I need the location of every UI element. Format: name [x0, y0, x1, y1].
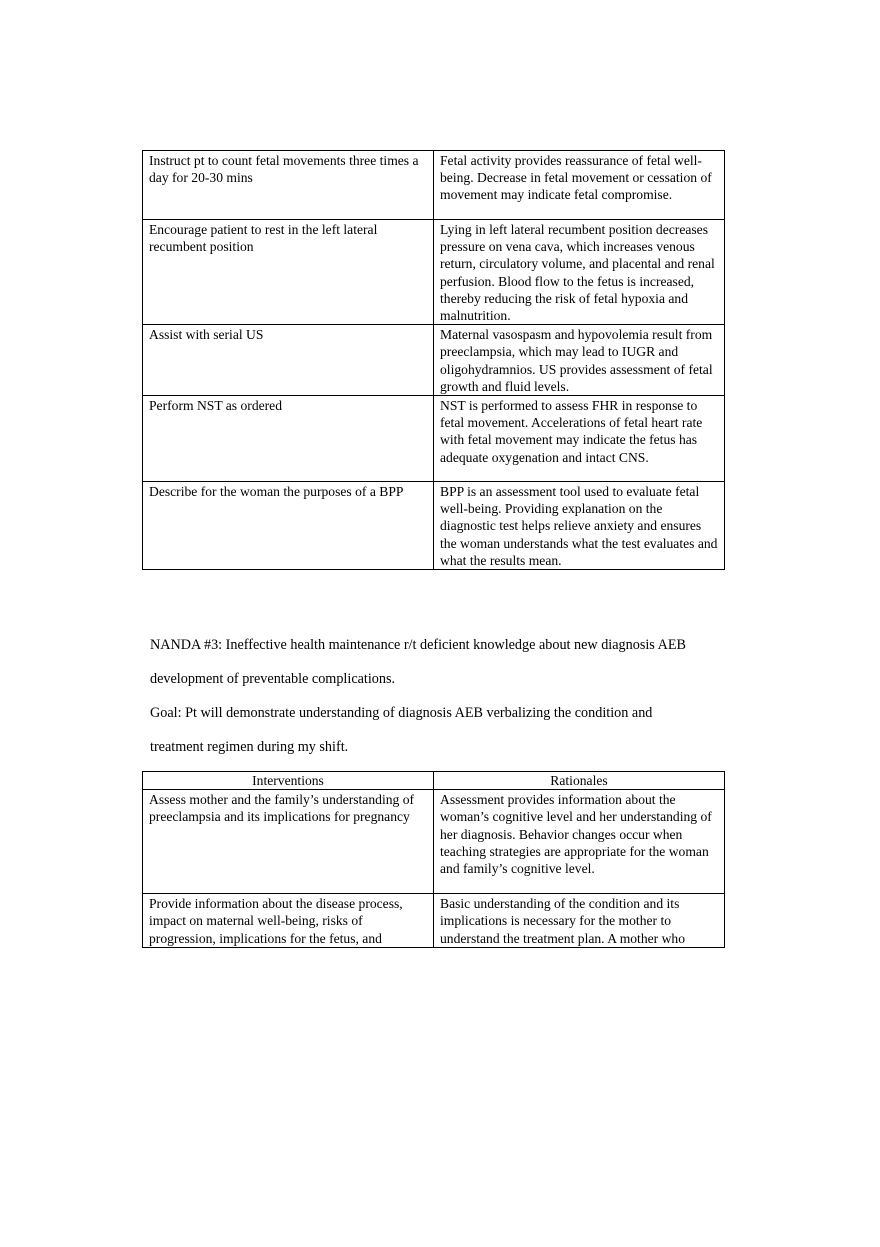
- intervention-cell: Assess mother and the family’s understanding of preeclampsia and its implications for pregnancy: [143, 790, 434, 894]
- rationale-cell: BPP is an assessment tool used to evaluate fetal well-being. Providing explanation on the diagnostic test helps relieve anxiety and ensures the woman understands what the test evaluates and what the results mean.: [434, 482, 725, 570]
- table-row: [143, 220, 725, 325]
- table-row: [143, 482, 725, 570]
- intervention-cell: Encourage patient to rest in the left lateral recumbent position: [143, 220, 434, 325]
- intervention-cell: Instruct pt to count fetal movements three times a day for 20-30 mins: [143, 151, 434, 220]
- intervention-cell: Provide information about the disease process, impact on maternal well-being, risks of progression, implications for the fetus, and: [143, 894, 434, 948]
- goal-line: treatment regimen during my shift.: [150, 739, 349, 755]
- intervention-cell: Assist with serial US: [143, 325, 434, 396]
- table-row: [143, 894, 725, 948]
- goal-line: Goal: Pt will demonstrate understanding of diagnosis AEB verbalizing the condition and: [150, 705, 653, 721]
- nanda-diagnosis-line: NANDA #3: Ineffective health maintenance r/t deficient knowledge about new diagnosis AEB: [150, 637, 686, 653]
- care-plan-table-nanda-3: [142, 771, 725, 948]
- table-row: [143, 790, 725, 894]
- rationale-cell: NST is performed to assess FHR in response to fetal movement. Accelerations of fetal heart rate with fetal movement may indicate the fetus has adequate oxygenation and intact CNS.: [434, 396, 725, 482]
- care-plan-table-continued: [142, 150, 725, 570]
- table-row: [143, 396, 725, 482]
- intervention-cell: Describe for the woman the purposes of a BPP: [143, 482, 434, 570]
- table-header-row: [143, 772, 725, 790]
- rationale-cell: Assessment provides information about the woman’s cognitive level and her understanding of her diagnosis. Behavior changes occur when teaching strategies are appropriate for the woman and family’s cognitive level.: [434, 790, 725, 894]
- rationale-cell: Maternal vasospasm and hypovolemia result from preeclampsia, which may lead to IUGR and oligohydramnios. US provides assessment of fetal growth and fluid levels.: [434, 325, 725, 396]
- rationale-cell: Basic understanding of the condition and its implications is necessary for the mother to understand the treatment plan. A mother who: [434, 894, 725, 948]
- table-row: [143, 151, 725, 220]
- table-row: [143, 325, 725, 396]
- rationale-cell: Lying in left lateral recumbent position decreases pressure on vena cava, which increases venous return, circulatory volume, and placental and renal perfusion. Blood flow to the fetus is increased, thereby reducing the risk of fetal hypoxia and malnutrition.: [434, 220, 725, 325]
- intervention-cell: Perform NST as ordered: [143, 396, 434, 482]
- nanda-diagnosis-line: development of preventable complications.: [150, 671, 396, 687]
- interventions-header: Interventions: [143, 772, 434, 790]
- rationale-cell: Fetal activity provides reassurance of fetal well-being. Decrease in fetal movement or cessation of movement may indicate fetal compromise.: [434, 151, 725, 220]
- rationales-header: Rationales: [434, 772, 725, 790]
